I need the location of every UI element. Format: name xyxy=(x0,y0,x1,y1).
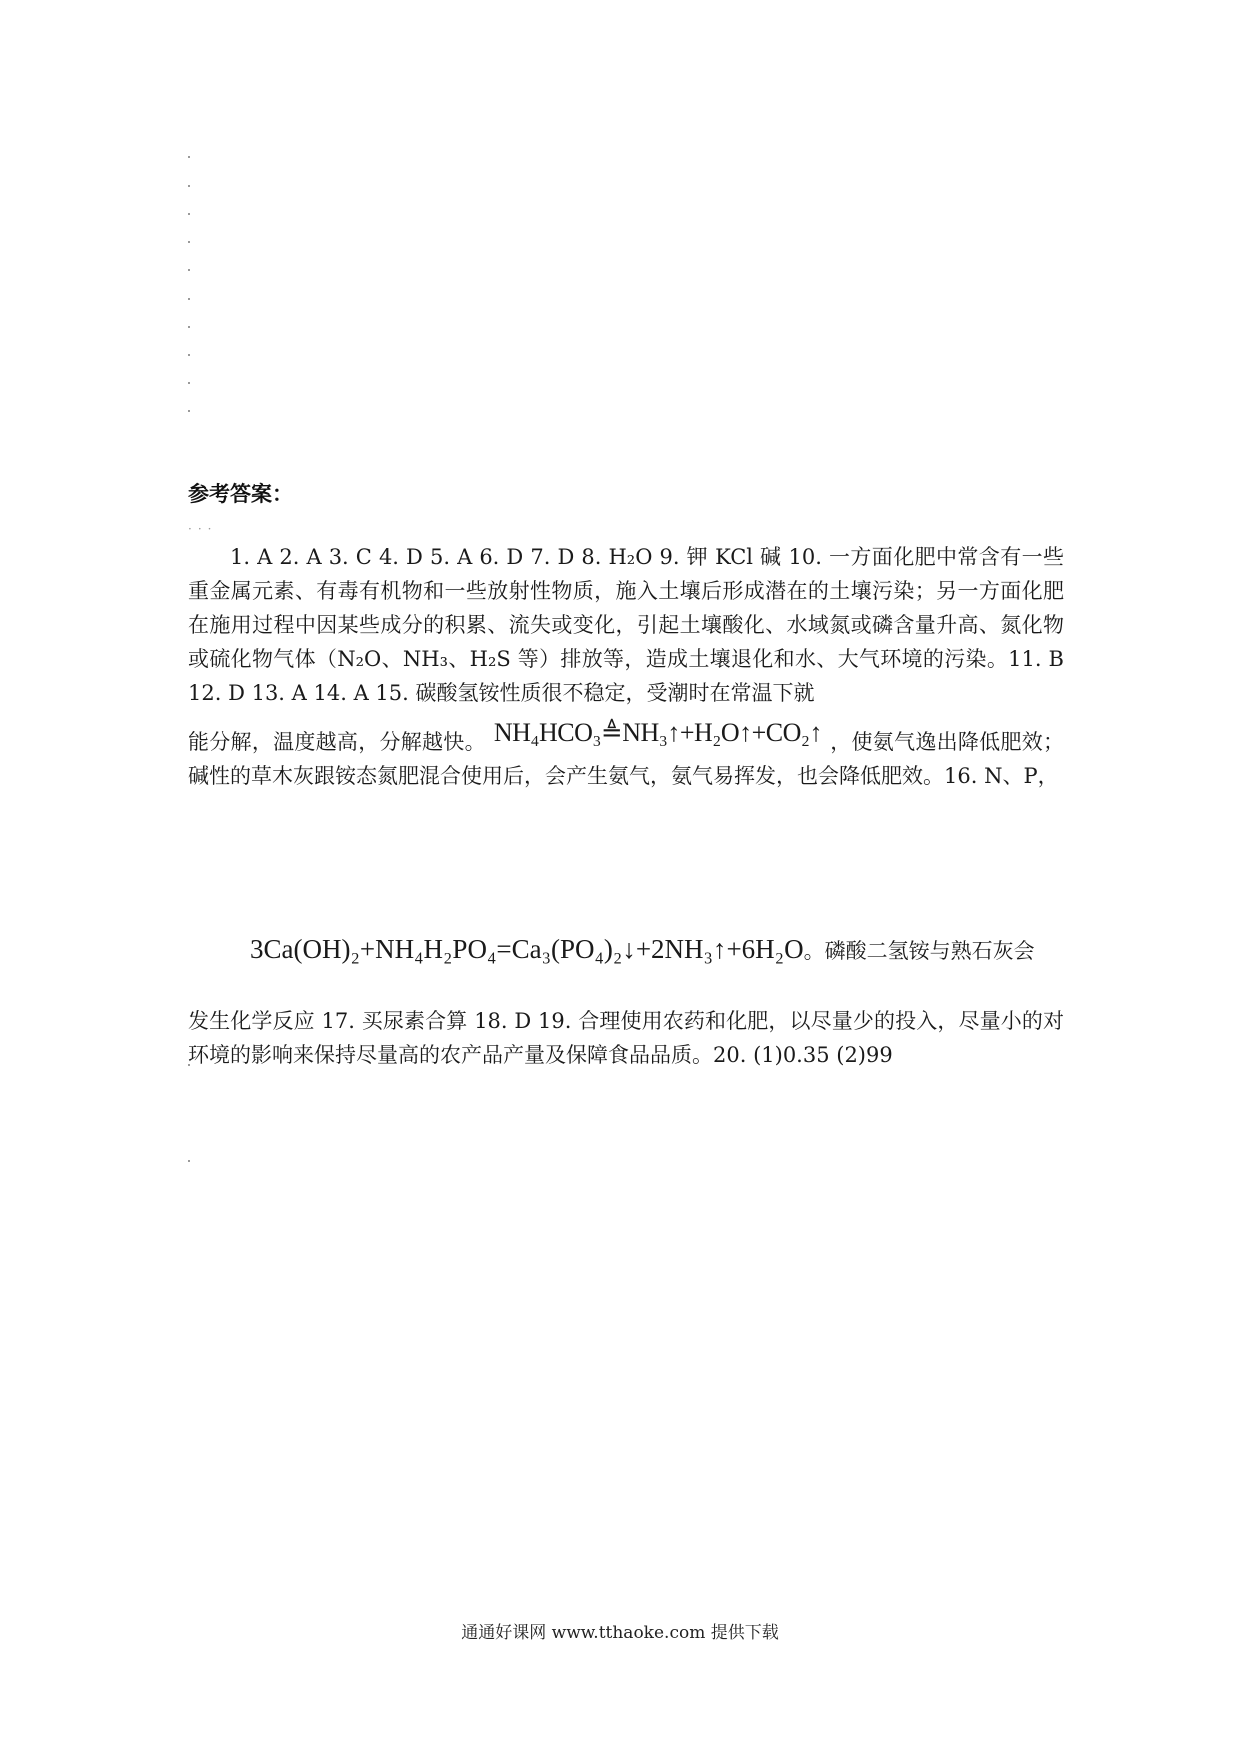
answers-paragraph-end: 发生化学反应 17. 买尿素合算 18. D 19. 合理使用农药和化肥，以尽量少的投入，尽量小的对环境的影响来保持尽量高的农产品产量及保障食品品质。20. (1)0.35 (2)99 xyxy=(188,1009,1064,1067)
margin-dot xyxy=(188,213,190,215)
footer-credit: 通通好课网 www.tthaoke.com 提供下载 xyxy=(461,1623,779,1643)
margin-dot xyxy=(188,269,190,271)
answers-heading: 参考答案： xyxy=(188,482,293,506)
line-text: 能分解，温度越高，分解越快。 xyxy=(188,730,486,754)
margin-dot xyxy=(188,156,190,158)
margin-dot xyxy=(188,185,190,187)
margin-dot xyxy=(188,1160,190,1162)
answers-line-equation1 xyxy=(188,718,1064,793)
line-text: 。磷酸二氢铵与熟石灰会 xyxy=(803,939,1035,963)
line-text: ，使氨气逸出降低肥效；碱性的草木灰跟铵态氮肥混合使用后，会产生氨气，氨气易挥发，也会降低肥效。16. N、P， xyxy=(188,730,1064,788)
margin-dot xyxy=(188,354,190,356)
equation-ammonium-bicarbonate: NH₄HCO₃≜NH₃↑+H₂O↑+CO₂↑ xyxy=(493,718,822,747)
margin-dot xyxy=(188,382,190,384)
margin-dot xyxy=(188,298,190,300)
separator-dots: ··· xyxy=(188,522,218,536)
equation-calcium-hydroxide: 3Ca(OH)₂+NH₄H₂PO₄=Ca₃(PO₄)₂↓+2NH₃↑+6H₂O xyxy=(250,934,804,964)
answers-paragraph: 1. A 2. A 3. C 4. D 5. A 6. D 7. D 8. H₂O 9. 钾 KCl 碱 10. 一方面化肥中常含有一些重金属元素、有毒有机物和一些放射性物质，施入土壤后形成潜在的土壤污染；另一方面化肥在施用过程中因某些成分的积累、流失或变化，引起土壤酸化、水域氮或磷含量升高、氮化物或硫化物气体（N₂O、NH₃、H₂S 等）排放等，造成土壤退化和水、大气环境的污染。11. B 12. D 13. A 14. A 15. 碳酸氢铵性质很不稳定，受潮时在常温下就 xyxy=(188,545,1064,705)
answers-line-equation2 xyxy=(188,932,1064,968)
margin-dot xyxy=(188,241,190,243)
margin-dot xyxy=(188,326,190,328)
margin-dot xyxy=(188,410,190,412)
